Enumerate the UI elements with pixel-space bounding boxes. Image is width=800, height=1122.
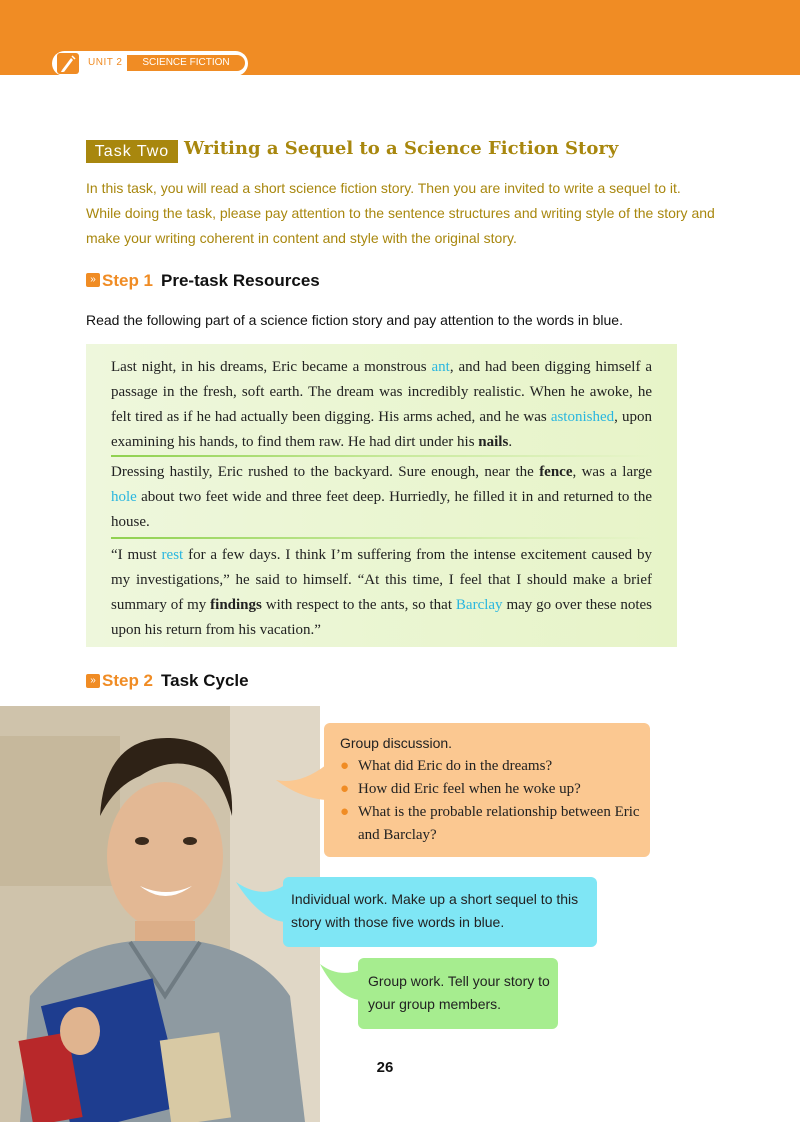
bubble-tail: [316, 960, 362, 1004]
task-title: Writing a Sequel to a Science Fiction Story: [184, 138, 619, 159]
bold-word-fence: fence: [539, 464, 573, 480]
blue-word-rest: rest: [161, 547, 184, 563]
double-chevron-icon: »: [86, 273, 100, 287]
blue-word-barclay: Barclay: [455, 597, 503, 613]
group-discussion-bubble: [324, 723, 650, 857]
bubble-tail: [270, 760, 330, 810]
double-chevron-icon: »: [86, 674, 100, 688]
group-work-text: Group work. Tell your story to your group members.: [368, 973, 550, 1012]
bullet-icon: ●: [340, 758, 350, 774]
task-label: Task Two: [86, 140, 178, 163]
step1-instruction: Read the following part of a science fiction story and pay attention to the words in blue.: [86, 312, 623, 328]
discussion-questions: [340, 755, 640, 847]
paragraph-divider: [111, 455, 652, 457]
story-paragraph-1: Last night, in his dreams, Eric became a monstrous ant, and had been digging himself a passage in the fresh, soft earth. The dream was incredibly realistic. When he awoke, he felt tired as if he had actually been digging. His arms ached, and he was astonished, upon examining his hands, to find them raw. He had dirt under his nails.: [111, 359, 652, 450]
individual-work-text: Individual work. Make up a short sequel to this story with those five words in blue.: [291, 891, 579, 930]
story-paragraph-3: “I must rest for a few days. I think I’m suffering from the intense excitement caused by my investigations,” he said to himself. “At this time, I feel that I should make a brief summary of my findings with respect to the ants, so that Barclay may go over these notes upon his return from his vacation.”: [111, 547, 653, 638]
blue-word-ant: ant: [431, 359, 450, 375]
unit-label: UNIT 2: [88, 57, 123, 68]
blue-word-astonished: astonished: [550, 409, 615, 425]
bold-word-nails: nails: [478, 434, 509, 450]
bullet-icon: ●: [340, 804, 350, 820]
section-tag: SCIENCE FICTION: [127, 55, 245, 71]
step1-title: Pre-task Resources: [161, 271, 320, 290]
list-item: ● What is the probable relationship between Eric and Barclay?: [340, 801, 640, 847]
step1-number: Step 1: [102, 271, 154, 290]
individual-work-bubble: [283, 877, 597, 947]
step2-number: Step 2: [102, 671, 154, 690]
step2-title: Task Cycle: [161, 671, 249, 690]
task-intro: In this task, you will read a short science fiction story. Then you are invited to write a sequel to it. While doing the task, please pay attention to the sentence structures and writing style of the story and make your writing coherent in content and style with the original story.: [86, 180, 715, 246]
blue-word-hole: hole: [111, 489, 137, 505]
group-discussion-heading: Group discussion.: [340, 735, 453, 751]
group-work-bubble: [358, 958, 558, 1029]
pen-icon: [57, 53, 79, 74]
bubble-tail: [232, 880, 288, 930]
list-item: ● How did Eric feel when he woke up?: [340, 778, 640, 801]
list-item: ● What did Eric do in the dreams?: [340, 755, 640, 778]
bold-word-findings: findings: [210, 597, 262, 613]
story-paragraph-2: Dressing hastily, Eric rushed to the backyard. Sure enough, near the fence, was a large hole about two feet wide and three feet deep. Hurriedly, he filled it in and returned to the house.: [111, 464, 652, 530]
page-number: 26: [376, 1059, 394, 1076]
bullet-icon: ●: [340, 781, 350, 797]
paragraph-divider: [111, 537, 652, 539]
